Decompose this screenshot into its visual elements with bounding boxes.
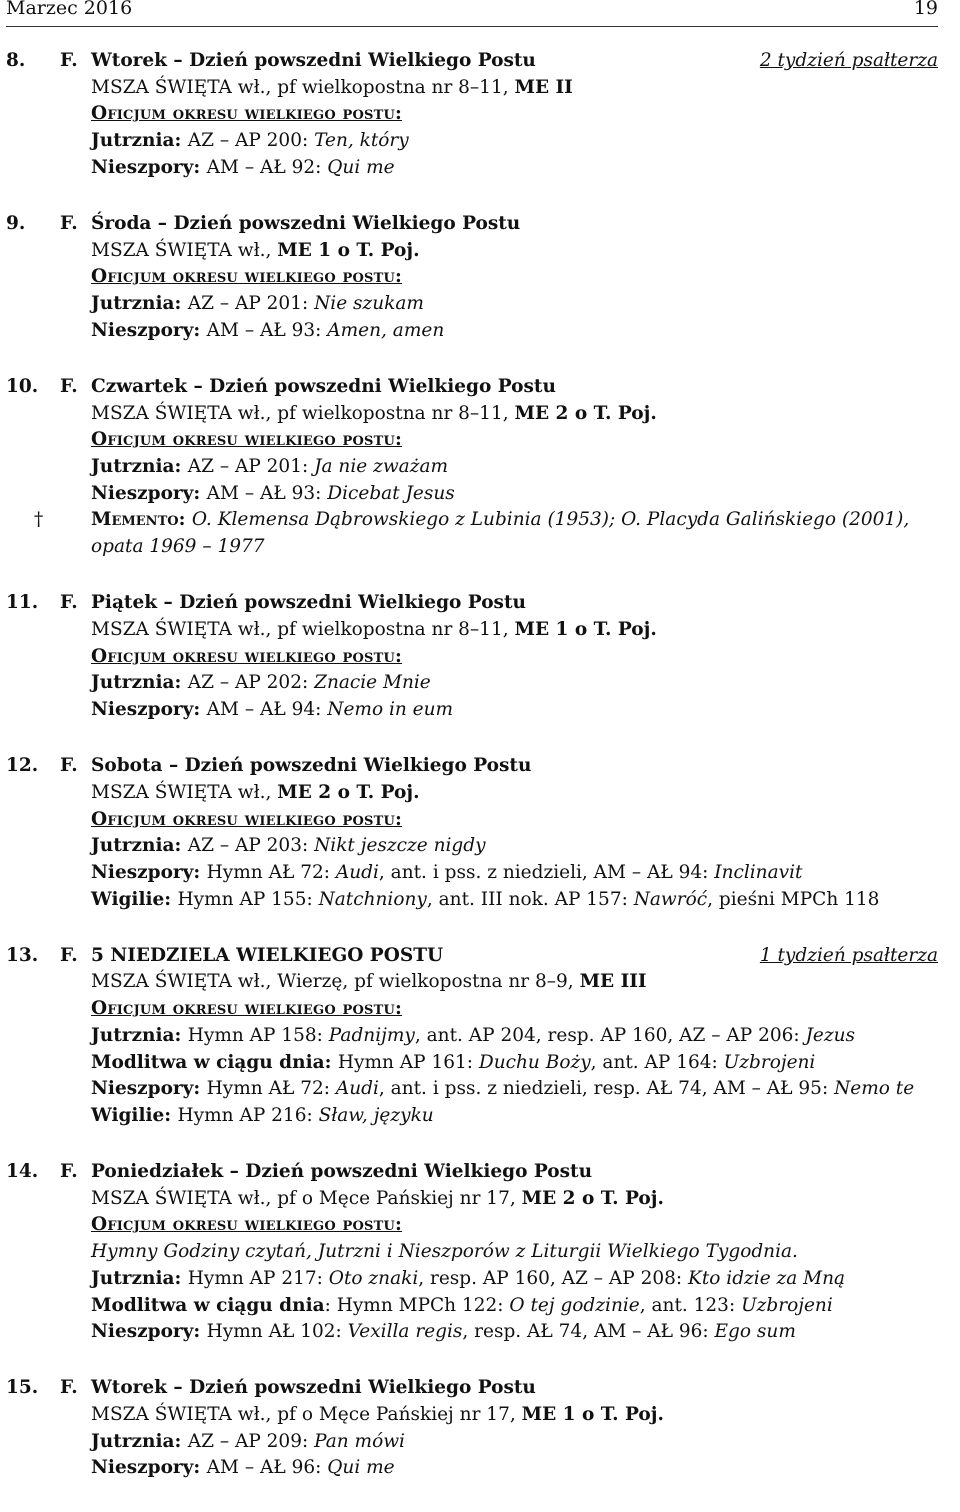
line-text — [91, 1293, 833, 1320]
text-segment: AZ – AP 201: — [187, 293, 315, 314]
office-line — [0, 887, 960, 914]
incipit: Dicebat Jesus — [327, 482, 455, 504]
office-label: Oficjum okresu wielkiego postu: — [91, 645, 403, 667]
line-text — [91, 1319, 796, 1346]
mass-line — [0, 780, 960, 807]
line-text — [91, 101, 402, 128]
day-heading — [0, 590, 960, 617]
line-text — [91, 264, 402, 291]
line-text — [91, 291, 424, 318]
text-segment: Hymn AP 158: — [187, 1024, 329, 1046]
text-segment: MSZA ŚWIĘTA wł., Wierzę, pf wielkopostna nr 8–9, — [91, 971, 580, 993]
incipit: O. Klemensa Dąbrowskiego z Lubinia (1953); O. Placyda Galińskiego (2001), — [191, 509, 910, 531]
line-text — [91, 1212, 402, 1239]
hour-label: Jutrznia: — [91, 455, 188, 477]
day-title: Piątek – Dzień powszedni Wielkiego Postu — [91, 592, 526, 614]
office-line — [0, 833, 960, 860]
incipit: Inclinavit — [714, 861, 803, 883]
office-label: Oficjum okresu wielkiego postu: — [91, 103, 403, 125]
line-text — [91, 507, 909, 534]
hour-label: Nieszpory: — [91, 1457, 207, 1479]
line-text — [91, 833, 486, 860]
text-segment: Hymn AŁ 72: — [206, 1078, 336, 1100]
day-heading — [0, 211, 960, 238]
header-month: Marzec 2016 — [6, 0, 133, 19]
day-entry — [0, 48, 960, 181]
text-segment: Hymn AP 217: — [187, 1267, 329, 1289]
hour-label: Jutrznia: — [91, 672, 188, 694]
day-title: Wtorek – Dzień powszedni Wielkiego Postu — [91, 50, 536, 71]
line-text — [91, 1266, 845, 1293]
text-segment: AZ – AP 202: — [187, 672, 315, 694]
text-segment: AZ – AP 201: — [187, 455, 315, 477]
text-segment: Hymn AP 155: — [177, 888, 319, 910]
liturgical-color: F. — [60, 375, 78, 397]
office-line — [0, 454, 960, 481]
incipit: opata 1969 – 1977 — [91, 536, 265, 557]
text-segment: AZ – AP 200: — [187, 130, 315, 152]
hour-label: Jutrznia: — [91, 1024, 188, 1046]
office-line — [0, 1239, 960, 1266]
day-number: 13. — [6, 944, 39, 966]
incipit: Nie szukam — [314, 293, 424, 314]
hour-label: Nieszpory: — [91, 482, 207, 504]
incipit: Sław, języku — [318, 1104, 434, 1126]
incipit: Nemo te — [834, 1078, 915, 1100]
office-line — [0, 534, 960, 561]
text-segment: AM – AŁ 96: — [206, 1457, 328, 1479]
office-line — [0, 1266, 960, 1293]
office-heading — [0, 101, 960, 128]
text-segment: , ant. i pss. z niedzieli, resp. AŁ 74, AM – AŁ 95: — [378, 1078, 835, 1100]
day-heading — [0, 1159, 960, 1186]
line-text — [91, 1076, 914, 1103]
day-entry — [0, 1159, 960, 1346]
text-segment: MSZA ŚWIĘTA wł., pf wielkopostna nr 8–11, — [91, 402, 515, 424]
office-line — [0, 697, 960, 724]
incipit: Nemo in eum — [327, 698, 454, 720]
office-line — [0, 1050, 960, 1077]
incipit: Uzbrojeni — [723, 1051, 816, 1073]
liturgical-color: F. — [60, 1377, 78, 1399]
text-segment: AM – AŁ 93: — [206, 482, 328, 504]
line-text — [91, 887, 879, 914]
line-text — [91, 1429, 405, 1456]
line-text — [91, 238, 420, 265]
line-text — [91, 155, 395, 182]
incipit: Ego sum — [714, 1321, 796, 1343]
text-segment: ME II — [514, 76, 573, 98]
text-segment: , ant. AP 164: — [590, 1051, 724, 1073]
incipit: Ja nie zważam — [314, 455, 449, 477]
line-text — [91, 1103, 434, 1130]
page-number: 19 — [913, 0, 938, 19]
mass-line — [0, 1402, 960, 1429]
mass-line — [0, 617, 960, 644]
incipit: Qui me — [327, 156, 395, 178]
line-text — [91, 128, 409, 155]
hour-label: Wigilie: — [91, 1104, 178, 1126]
office-heading — [0, 427, 960, 454]
line-text — [91, 318, 444, 345]
text-segment: AM – AŁ 93: — [206, 319, 328, 341]
hour-label: Jutrznia: — [91, 835, 188, 857]
line-text — [91, 1186, 664, 1213]
day-entry — [0, 1375, 960, 1482]
mass-line — [0, 75, 960, 102]
day-heading — [0, 1375, 960, 1402]
text-segment: Hymn AP 161: — [337, 1051, 479, 1073]
liturgical-color: F. — [60, 755, 78, 777]
day-number: 10. — [6, 375, 39, 397]
incipit: Padnijmy — [328, 1024, 415, 1046]
office-line — [0, 1319, 960, 1346]
incipit: Natchniony — [318, 888, 427, 910]
line-text — [91, 969, 647, 996]
day-entry — [0, 943, 960, 1130]
incipit: Qui me — [327, 1457, 395, 1479]
text-segment: ME 1 o T. Poj. — [521, 1404, 664, 1426]
incipit: O tej godzinie — [509, 1294, 640, 1316]
office-line — [0, 1076, 960, 1103]
day-number: 15. — [6, 1377, 39, 1399]
line-text — [91, 860, 802, 887]
day-heading — [0, 48, 960, 75]
text-segment: MSZA ŚWIĘTA wł., — [91, 781, 278, 803]
text-segment: MSZA ŚWIĘTA wł., pf wielkopostna nr 8–11, — [91, 618, 515, 640]
office-line — [0, 155, 960, 182]
day-number: 11. — [6, 592, 39, 614]
mass-line — [0, 1186, 960, 1213]
liturgical-color: F. — [60, 944, 78, 966]
office-label: Oficjum okresu wielkiego postu: — [91, 266, 403, 288]
hour-label: Nieszpory: — [91, 698, 207, 720]
line-text — [91, 75, 573, 102]
day-heading — [0, 943, 960, 970]
day-title: Środa – Dzień powszedni Wielkiego Postu — [91, 212, 521, 234]
cross-icon: † — [34, 509, 44, 531]
day-title: 5 NIEDZIELA WIELKIEGO POSTU — [91, 944, 444, 966]
incipit: Ten, który — [314, 130, 409, 152]
day-title: Sobota – Dzień powszedni Wielkiego Postu — [91, 755, 532, 777]
office-label: Oficjum okresu wielkiego postu: — [91, 998, 403, 1020]
office-line — [0, 481, 960, 508]
text-segment: Hymn AP 216: — [177, 1104, 319, 1126]
incipit: Pan mówi — [314, 1430, 405, 1452]
line-text — [91, 644, 402, 671]
day-entry — [0, 374, 960, 561]
incipit: Oto znaki — [328, 1267, 419, 1289]
mass-line — [0, 238, 960, 265]
text-segment: AM – AŁ 92: — [206, 156, 328, 178]
day-entry — [0, 753, 960, 913]
text-segment: : Hymn MPCh 122: — [324, 1294, 510, 1316]
text-segment: MSZA ŚWIĘTA wł., pf o Męce Pańskiej nr 17, — [91, 1187, 522, 1209]
line-text — [91, 481, 455, 508]
hour-label: Jutrznia: — [91, 1267, 188, 1289]
text-segment: ME 1 o T. Poj. — [514, 618, 657, 640]
hour-label: Nieszpory: — [91, 156, 207, 178]
incipit: Audi — [335, 861, 379, 883]
incipit: Nikt jeszcze nigdy — [314, 835, 486, 857]
text-segment: , ant. III nok. AP 157: — [426, 888, 634, 910]
incipit: Znacie Mnie — [314, 672, 431, 694]
office-line — [0, 1103, 960, 1130]
text-segment: AZ – AP 203: — [187, 835, 315, 857]
liturgical-color: F. — [60, 1161, 78, 1183]
text-segment: AZ – AP 209: — [187, 1430, 315, 1452]
memento-line — [0, 507, 960, 534]
hour-label: Nieszpory: — [91, 1078, 207, 1100]
hour-label: Jutrznia: — [91, 1430, 188, 1452]
incipit: Kto idzie za Mną — [688, 1267, 846, 1289]
day-title: Wtorek – Dzień powszedni Wielkiego Postu — [91, 1377, 536, 1399]
line-text — [91, 697, 453, 724]
line-text — [91, 807, 402, 834]
text-segment: MSZA ŚWIĘTA wł., pf wielkopostna nr 8–11, — [91, 76, 515, 98]
text-segment: , resp. AP 160, AZ – AP 208: — [418, 1267, 688, 1289]
day-number: 12. — [6, 755, 39, 777]
office-line — [0, 291, 960, 318]
line-text — [91, 1402, 664, 1429]
office-line — [0, 1023, 960, 1050]
hour-label: Jutrznia: — [91, 293, 188, 314]
line-text — [91, 1050, 815, 1077]
incipit: Hymny Godziny czytań, Jutrzni i Nieszporów z Liturgii Wielkiego Tygodnia. — [91, 1241, 798, 1263]
incipit: Duchu Boży — [478, 1051, 591, 1073]
day-entry — [0, 211, 960, 344]
incipit: Vexilla regis — [347, 1321, 463, 1343]
text-segment: Hymn AŁ 72: — [206, 861, 336, 883]
office-heading — [0, 644, 960, 671]
line-text — [91, 427, 402, 454]
psalter-week: 2 tydzień psałterza — [759, 50, 938, 71]
psalter-week: 1 tydzień psałterza — [759, 944, 938, 966]
hour-label: Modlitwa w ciągu dnia — [91, 1294, 325, 1316]
hour-label: Jutrznia: — [91, 130, 188, 152]
line-text — [91, 454, 448, 481]
incipit: Amen, amen — [327, 319, 445, 341]
line-text — [91, 780, 420, 807]
day-entry — [0, 590, 960, 723]
office-heading — [0, 996, 960, 1023]
office-line — [0, 860, 960, 887]
office-line — [0, 1429, 960, 1456]
text-segment: ME 1 o T. Poj. — [277, 239, 420, 261]
text-segment: , ant. AP 204, resp. AP 160, AZ – AP 206: — [414, 1024, 806, 1046]
text-segment: , ant. 123: — [639, 1294, 742, 1316]
line-text — [91, 1455, 395, 1482]
liturgical-color: F. — [60, 50, 78, 71]
text-segment: MSZA ŚWIĘTA wł., pf o Męce Pańskiej nr 17, — [91, 1404, 522, 1426]
day-heading — [0, 374, 960, 401]
office-line — [0, 318, 960, 345]
text-segment: ME 2 o T. Poj. — [514, 402, 657, 424]
line-text — [91, 401, 657, 428]
text-segment: , ant. i pss. z niedzieli, AM – AŁ 94: — [378, 861, 715, 883]
day-title: Poniedziałek – Dzień powszedni Wielkiego Postu — [91, 1161, 593, 1183]
incipit: Jezus — [805, 1024, 856, 1046]
office-line — [0, 1293, 960, 1320]
page-header — [6, 0, 938, 23]
office-label: Oficjum okresu wielkiego postu: — [91, 1214, 403, 1236]
day-title: Czwartek – Dzień powszedni Wielkiego Postu — [91, 375, 556, 397]
line-text — [91, 617, 657, 644]
text-segment: , pieśni MPCh 118 — [707, 888, 880, 910]
hour-label: Wigilie: — [91, 888, 178, 910]
memento-label: Memento: — [91, 509, 192, 531]
day-heading — [0, 753, 960, 780]
header-divider — [6, 26, 938, 27]
line-text — [91, 996, 402, 1023]
office-line — [0, 670, 960, 697]
office-label: Oficjum okresu wielkiego postu: — [91, 808, 403, 830]
text-segment: , resp. AŁ 74, AM – AŁ 96: — [462, 1321, 715, 1343]
text-segment: ME III — [579, 971, 647, 993]
office-label: Oficjum okresu wielkiego postu: — [91, 429, 403, 451]
hour-label: Modlitwa w ciągu dnia: — [91, 1051, 338, 1073]
line-text — [91, 1239, 798, 1266]
calendar-entries — [0, 48, 960, 1512]
text-segment: MSZA ŚWIĘTA wł., — [91, 239, 278, 261]
incipit: Audi — [335, 1078, 379, 1100]
liturgical-color: F. — [60, 592, 78, 614]
hour-label: Nieszpory: — [91, 319, 207, 341]
hour-label: Nieszpory: — [91, 1321, 207, 1343]
hour-label: Nieszpory: — [91, 861, 207, 883]
day-number: 14. — [6, 1161, 39, 1183]
office-heading — [0, 264, 960, 291]
incipit: Uzbrojeni — [741, 1294, 833, 1316]
line-text — [91, 534, 265, 561]
office-line — [0, 128, 960, 155]
text-segment: ME 2 o T. Poj. — [521, 1187, 664, 1209]
mass-line — [0, 969, 960, 996]
liturgical-color: F. — [60, 212, 78, 234]
office-heading — [0, 807, 960, 834]
line-text — [91, 670, 431, 697]
text-segment: AM – AŁ 94: — [206, 698, 328, 720]
office-heading — [0, 1212, 960, 1239]
day-number: 9. — [6, 212, 26, 234]
day-number: 8. — [6, 50, 26, 71]
mass-line — [0, 401, 960, 428]
text-segment: ME 2 o T. Poj. — [277, 781, 420, 803]
office-line — [0, 1455, 960, 1482]
line-text — [91, 1023, 855, 1050]
text-segment: Hymn AŁ 102: — [206, 1321, 348, 1343]
incipit: Nawróć — [633, 888, 708, 910]
